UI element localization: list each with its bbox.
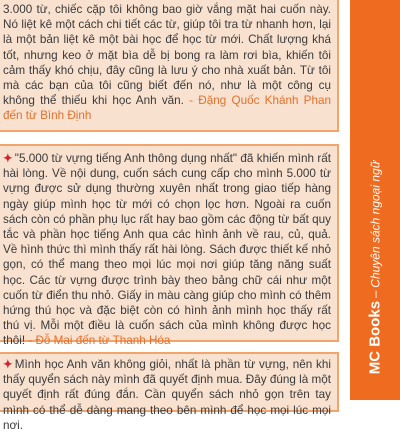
review-box-2	[0, 144, 339, 348]
review-author: - Đỗ Mai đến từ Thanh Hóa	[28, 334, 171, 348]
brand-tagline: Chuyên sách ngoại ngữ	[368, 160, 383, 288]
side-label	[356, 150, 394, 385]
brand-name: MC Books	[366, 300, 384, 375]
side-dash: –	[367, 290, 383, 298]
review-paragraph	[3, 2, 331, 124]
review-box-1	[0, 0, 339, 132]
side-label-text	[367, 161, 384, 375]
star-bullet-icon: ✦	[3, 358, 13, 371]
review-text: "5.000 từ vựng tiếng Anh thông dụng nhất" đã khiến mình rất hài lòng. Về nội dung, cuốn sách cung cấp cho mình 5.000 từ vựng được sử dụng thường xuyên nhất trong giao tiếp hàng ngày giúp mình học từ mới có chọn lọc hơn. Ngoài ra cuốn sách còn có phần phụ lục rất hay bao gồm các động từ bất quy tắc và phần học tiếng Anh qua các hình ảnh về rau, củ, quả. Về hình thức thì mình thấy rất hài lòng. Sách được thiết kế nhỏ gọn, có thể mang theo mọi lúc mọi nơi giúp tăng năng suất học. Các từ vựng được trình bày theo bảng chữ cái như một cuốn từ điển thu nhỏ. Giấy in màu càng giúp cho mình có thêm hứng thú học và đặc biệt còn có hình ảnh mình học thấy rất thú vị. Mỗi một điều là cuốn sách của mình không được học thôi!	[3, 152, 331, 348]
review-box-3	[0, 352, 339, 432]
review-text: Mình học Anh văn không giỏi, nhất là phần từ vựng, nên khi thấy quyển sách này mình đã quyết định mua. Đây đúng là một quyết định rất đúng đắn. Cần quyển sách nhỏ gọn trên tay mình có thể dễ dàng mang theo bên mình để học mọi lúc mọi nơi.	[3, 358, 331, 432]
review-text: 3.000 từ, chiếc cặp tôi không bao giờ vắng mặt hai cuốn này. Nó liệt kê một cách chi tiết các từ, giúp tôi tra từ nhanh hơn, lại là một bản liệt kê một bài học để học từ mới. Chất lượng khá tốt, nhưng keo ở mặt bìa dễ bị bong ra làm rơi bìa, khiến tôi cảm thấy khó chịu, đây cũng là lưu ý cho nhà xuất bản. Từ tôi mà các bạn của tôi cũng biết đến nó, như là một công cụ không thể thiếu khi học Anh văn.	[3, 3, 331, 108]
review-paragraph	[3, 357, 331, 433]
review-paragraph	[3, 151, 331, 349]
star-bullet-icon: ✦	[3, 152, 13, 165]
review-author: - Đặng Quốc Khánh Phan đến từ Bình Định	[3, 94, 331, 123]
